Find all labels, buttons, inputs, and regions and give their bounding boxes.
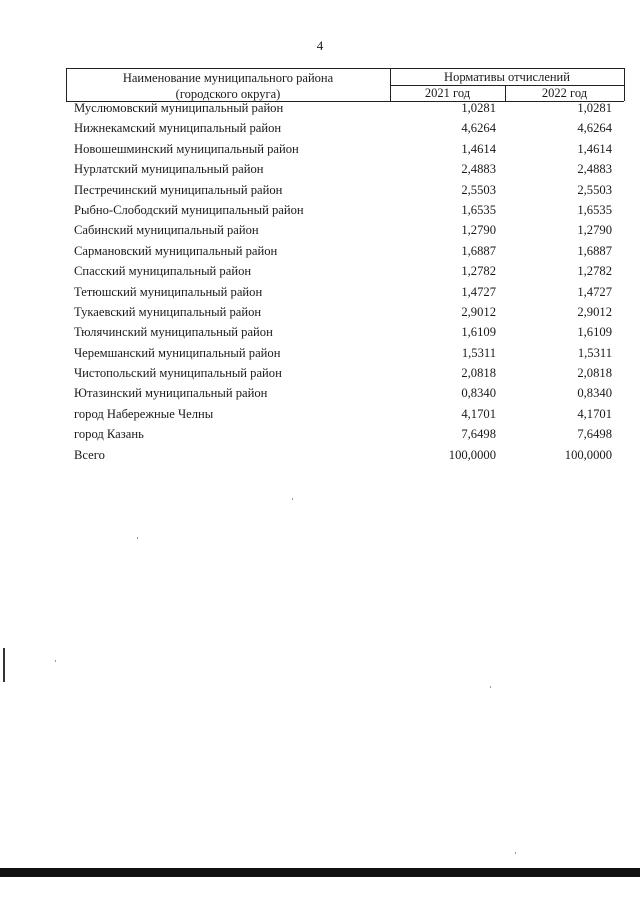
row-value-2021: 4,1701 bbox=[461, 406, 496, 421]
row-value-2021: 1,6535 bbox=[461, 202, 496, 217]
row-value-2022: 2,5503 bbox=[577, 182, 612, 197]
header-year-2022: 2022 год bbox=[541, 86, 588, 100]
scan-speck bbox=[55, 660, 56, 662]
row-value-2022: 1,5311 bbox=[577, 345, 612, 360]
header-norms: Нормативы отчислений bbox=[444, 70, 570, 84]
table-row bbox=[0, 161, 640, 181]
row-value-2021: 1,6887 bbox=[461, 243, 496, 258]
row-name: Сабинский муниципальный район bbox=[74, 223, 259, 238]
row-name: город Набережные Челны bbox=[74, 406, 214, 421]
table-body bbox=[0, 100, 640, 467]
table-row bbox=[0, 304, 640, 324]
row-value-2022: 2,0818 bbox=[577, 366, 612, 381]
row-value-2021: 0,8340 bbox=[461, 386, 496, 401]
row-name: Новошешминский муниципальный район bbox=[74, 141, 299, 156]
row-name: город Казань bbox=[74, 427, 144, 442]
header-top-rule bbox=[66, 68, 624, 69]
scan-speck bbox=[515, 852, 516, 854]
header-name-line1: Наименование муниципального района bbox=[122, 71, 334, 85]
table-row bbox=[0, 202, 640, 222]
row-value-2021: 2,4883 bbox=[461, 162, 496, 177]
row-value-2021: 1,4727 bbox=[461, 284, 496, 299]
scan-speck bbox=[490, 686, 491, 688]
row-name: Муслюмовский муниципальный район bbox=[74, 101, 284, 115]
table-row bbox=[0, 263, 640, 283]
row-name: Сармановский муниципальный район bbox=[74, 243, 278, 258]
row-value-2021: 1,5311 bbox=[461, 345, 496, 360]
table-row bbox=[0, 100, 640, 120]
table-row bbox=[0, 120, 640, 140]
row-value-2021: 1,2790 bbox=[461, 223, 496, 238]
table-row bbox=[0, 222, 640, 242]
row-value-2022: 4,6264 bbox=[577, 121, 612, 136]
scan-speck bbox=[292, 498, 293, 500]
table-row bbox=[0, 324, 640, 344]
row-name: Рыбно-Слободский муниципальный район bbox=[74, 202, 304, 217]
row-value-2022: 1,2790 bbox=[577, 223, 612, 238]
scan-margin-mark bbox=[3, 648, 5, 682]
row-name: Пестречинский муниципальный район bbox=[74, 182, 283, 197]
row-value-2021: 7,6498 bbox=[461, 427, 496, 442]
scan-bottom-edge bbox=[0, 868, 640, 877]
row-value-2022: 2,4883 bbox=[577, 162, 612, 177]
page-number: 4 bbox=[316, 38, 324, 53]
row-name: Тюлячинский муниципальный район bbox=[74, 325, 273, 340]
row-value-2022: 2,9012 bbox=[577, 304, 612, 319]
scan-speck bbox=[137, 537, 138, 539]
table-row bbox=[0, 447, 640, 467]
row-name: Чистопольский муниципальный район bbox=[74, 366, 282, 381]
row-value-2022: 1,2782 bbox=[577, 264, 612, 279]
row-value-2022: 1,6887 bbox=[577, 243, 612, 258]
row-name: Спасский муниципальный район bbox=[74, 264, 252, 279]
row-name: Черемшанский муниципальный район bbox=[74, 345, 281, 360]
table-row bbox=[0, 345, 640, 365]
table-row bbox=[0, 243, 640, 263]
table-row bbox=[0, 406, 640, 426]
table-row bbox=[0, 365, 640, 385]
row-value-2022: 1,6535 bbox=[577, 202, 612, 217]
row-name: Тетюшский муниципальный район bbox=[74, 284, 263, 299]
row-value-2021: 100,0000 bbox=[448, 447, 496, 462]
row-name: Нурлатский муниципальный район bbox=[74, 162, 264, 177]
row-value-2021: 1,0281 bbox=[461, 101, 496, 115]
row-value-2021: 2,9012 bbox=[461, 304, 496, 319]
row-value-2021: 1,2782 bbox=[461, 264, 496, 279]
row-value-2022: 0,8340 bbox=[577, 386, 612, 401]
row-value-2022: 100,0000 bbox=[564, 447, 612, 462]
row-value-2021: 1,4614 bbox=[461, 141, 496, 156]
row-value-2021: 4,6264 bbox=[461, 121, 496, 136]
row-name: Нижнекамский муниципальный район bbox=[74, 121, 282, 136]
row-value-2022: 1,4727 bbox=[577, 284, 612, 299]
row-value-2022: 1,4614 bbox=[577, 141, 612, 156]
row-value-2022: 7,6498 bbox=[577, 427, 612, 442]
row-value-2021: 1,6109 bbox=[461, 325, 496, 340]
header-year-2021: 2021 год bbox=[424, 86, 471, 100]
row-name: Ютазинский муниципальный район bbox=[74, 386, 268, 401]
table-row bbox=[0, 385, 640, 405]
row-value-2021: 2,5503 bbox=[461, 182, 496, 197]
table-row bbox=[0, 141, 640, 161]
table-row bbox=[0, 426, 640, 446]
table-row bbox=[0, 284, 640, 304]
row-value-2022: 1,6109 bbox=[577, 325, 612, 340]
header-right-border bbox=[624, 68, 625, 101]
row-name: Всего bbox=[74, 447, 105, 462]
row-value-2021: 2,0818 bbox=[461, 366, 496, 381]
header-name-line2: (городского округа) bbox=[175, 87, 281, 101]
row-value-2022: 1,0281 bbox=[577, 101, 612, 115]
row-value-2022: 4,1701 bbox=[577, 406, 612, 421]
row-name: Тукаевский муниципальный район bbox=[74, 304, 262, 319]
table-row bbox=[0, 182, 640, 202]
